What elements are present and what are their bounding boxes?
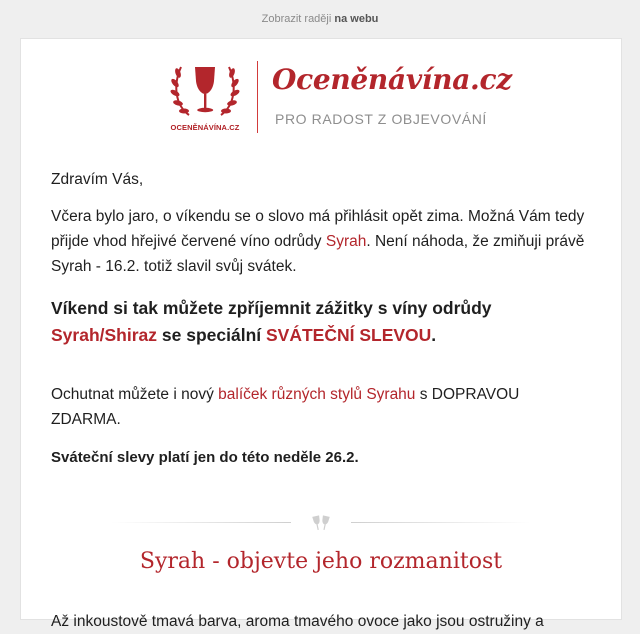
view-online-link[interactable]: na webu (334, 13, 379, 25)
bundle-text-b: s DOPRAVOU ZDARMA. (51, 386, 520, 428)
syrah-bundle-link[interactable]: balíček různých stylů Syrahu (218, 386, 416, 403)
view-online-text: Zobrazit raději (261, 13, 332, 25)
promo-text-a: Víkend si tak můžete zpříjemnit zážitky s víny odrůdy (51, 298, 492, 318)
intro-paragraph (51, 204, 591, 279)
intro-text-a: Včera bylo jaro, o víkendu se o slovo má přihlásit opět zima. Možná Vám tedy přijde vhod hřejivé červené víno odrůdy (51, 208, 585, 250)
email-header (21, 53, 621, 143)
syrah-shiraz-link[interactable]: Syrah/Shiraz (51, 325, 158, 345)
syrah-link[interactable]: Syrah (325, 233, 367, 250)
separator-line-left (111, 522, 291, 523)
promo-text-c: . (431, 325, 437, 345)
bundle-text-a: Ochutnat můžete i nový (51, 386, 219, 403)
discount-deadline-note: Sváteční slevy platí jen do této neděle 26.2. (51, 449, 359, 466)
promo-text-b: se speciální (157, 325, 266, 345)
view-online-bar (0, 0, 640, 38)
logo-badge[interactable] (169, 59, 241, 143)
brand-name[interactable]: Oceněnávína.cz (272, 63, 512, 96)
badge-text: OCENĚNÁVÍNA.CZ (170, 123, 240, 132)
email-card (20, 38, 622, 630)
section-title: Syrah - objevte jeho rozmanitost (139, 549, 503, 574)
bundle-paragraph (51, 382, 591, 432)
section-separator (111, 511, 531, 535)
holiday-discount-link[interactable]: SVÁTEČNÍ SLEVOU (265, 325, 432, 345)
intro-text-b: . Není náhoda, že zmiňuji právě Syrah - 16.2. totiž slavil svůj svátek. (51, 233, 585, 275)
header-divider (257, 61, 258, 133)
wine-glass-laurel-icon (169, 59, 241, 123)
promo-highlight (51, 295, 591, 349)
separator-line-right (351, 522, 531, 523)
brand-tagline: PRO RADOST Z OBJEVOVÁNÍ (275, 111, 487, 127)
toast-glasses-icon (309, 513, 333, 533)
greeting: Zdravím Vás, (51, 171, 144, 188)
syrah-description: Až inkoustově tmavá barva, aroma tmavého ovoce jako jsou ostružiny a (51, 613, 544, 630)
